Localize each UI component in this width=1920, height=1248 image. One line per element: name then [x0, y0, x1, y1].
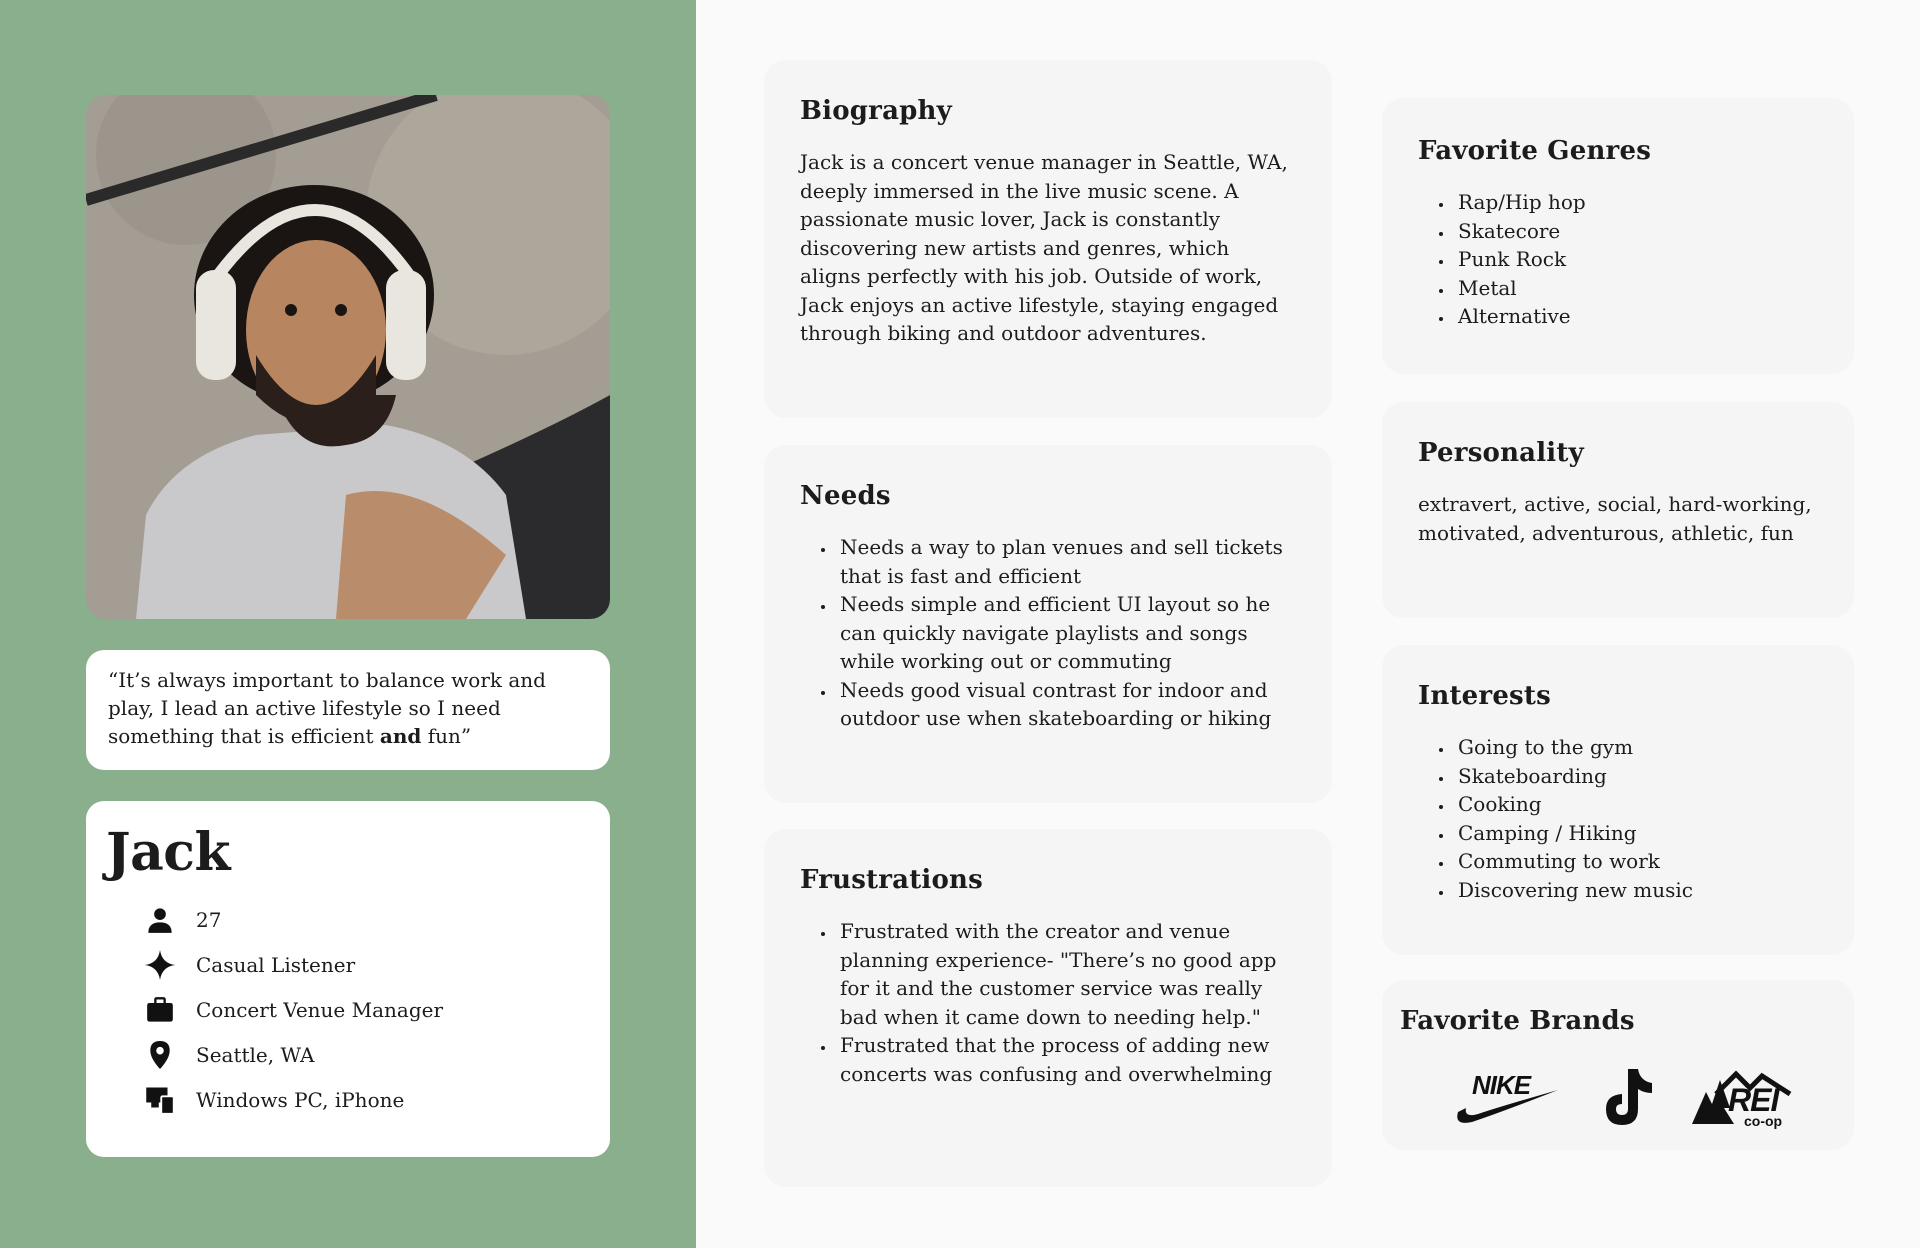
- fact-occupation: [106, 987, 590, 1032]
- person-icon: [144, 904, 176, 936]
- quote-emphasis: and: [379, 724, 422, 748]
- persona-name: Jack: [106, 822, 230, 883]
- list-item: • Alternative: [1454, 302, 1818, 331]
- brands-card: [1382, 980, 1854, 1150]
- list-item: • Cooking: [1454, 790, 1818, 819]
- list-item: • Commuting to work: [1454, 847, 1818, 876]
- list-item: • Needs good visual contrast for indoor and outdoor use when skateboarding or hiking: [836, 676, 1296, 733]
- list-item: • Punk Rock: [1454, 245, 1818, 274]
- nike-logo-icon: NIKE: [1452, 1068, 1562, 1128]
- interests-list: [1418, 733, 1818, 904]
- genres-list: [1418, 188, 1818, 331]
- list-item: • Going to the gym: [1454, 733, 1818, 762]
- fact-age: [106, 897, 590, 942]
- needs-card: [764, 445, 1332, 803]
- genres-title: Favorite Genres: [1418, 136, 1652, 166]
- tiktok-logo-icon: [1598, 1067, 1654, 1129]
- personality-card: [1382, 402, 1854, 618]
- interests-card: [1382, 645, 1854, 955]
- frustrations-title: Frustrations: [800, 865, 983, 895]
- brand-logos: [1400, 1064, 1836, 1132]
- fact-devices: [106, 1077, 590, 1122]
- personality-title: Personality: [1418, 438, 1584, 468]
- sparkle-icon: [144, 949, 176, 981]
- genres-card: [1382, 98, 1854, 374]
- list-item: • Needs a way to plan venues and sell tickets that is fast and efficient: [836, 533, 1296, 590]
- fact-text: Windows PC, iPhone: [196, 1087, 405, 1112]
- fact-location: [106, 1032, 590, 1077]
- devices-icon: [144, 1084, 176, 1116]
- fact-text: 27: [196, 907, 222, 932]
- frustrations-list: [800, 917, 1296, 1088]
- list-item: • Frustrated that the process of adding new concerts was confusing and overwhelming: [836, 1031, 1296, 1088]
- persona-photo: [86, 95, 610, 619]
- list-item: • Skatecore: [1454, 217, 1818, 246]
- list-item: • Frustrated with the creator and venue planning experience- "There’s no good app for it and the customer service was really bad when it came down to needing help.": [836, 917, 1296, 1031]
- fact-text: Concert Venue Manager: [196, 997, 444, 1022]
- quote-text: “It’s always important to balance work and play, I lead an active lifestyle so I need something that is efficient: [108, 668, 546, 748]
- fact-listener-type: [106, 942, 590, 987]
- list-item: • Camping / Hiking: [1454, 819, 1818, 848]
- personality-text: extravert, active, social, hard-working, motivated, adventurous, athletic, fun: [1418, 492, 1812, 545]
- list-item: • Rap/Hip hop: [1454, 188, 1818, 217]
- biography-card: [764, 60, 1332, 418]
- quote-text-end: fun”: [421, 724, 472, 748]
- brands-title: Favorite Brands: [1400, 1006, 1635, 1036]
- briefcase-icon: [144, 994, 176, 1026]
- list-item: • Discovering new music: [1454, 876, 1818, 905]
- persona-photo-illustration: [86, 95, 610, 619]
- biography-title: Biography: [800, 96, 952, 126]
- fact-text: Casual Listener: [196, 952, 356, 977]
- interests-title: Interests: [1418, 681, 1551, 711]
- list-item: • Needs simple and efficient UI layout so he can quickly navigate playlists and songs while working out or commuting: [836, 590, 1296, 676]
- frustrations-card: [764, 829, 1332, 1187]
- needs-title: Needs: [800, 481, 891, 511]
- rei-logo-icon: REI co-op: [1690, 1064, 1800, 1132]
- quote-card: [86, 650, 610, 770]
- list-item: • Skateboarding: [1454, 762, 1818, 791]
- biography-text: Jack is a concert venue manager in Seattle, WA, deeply immersed in the live music scene. A passionate music lover, Jack is constantly discovering new artists and genres, which aligns perfectly with his job. Outside of work, Jack enjoys an active lifestyle, staying engaged through biking and outdoor adventures.: [800, 150, 1288, 345]
- list-item: • Metal: [1454, 274, 1818, 303]
- profile-card: [86, 801, 610, 1157]
- fact-text: Seattle, WA: [196, 1042, 315, 1067]
- location-pin-icon: [144, 1039, 176, 1071]
- needs-list: [800, 533, 1296, 733]
